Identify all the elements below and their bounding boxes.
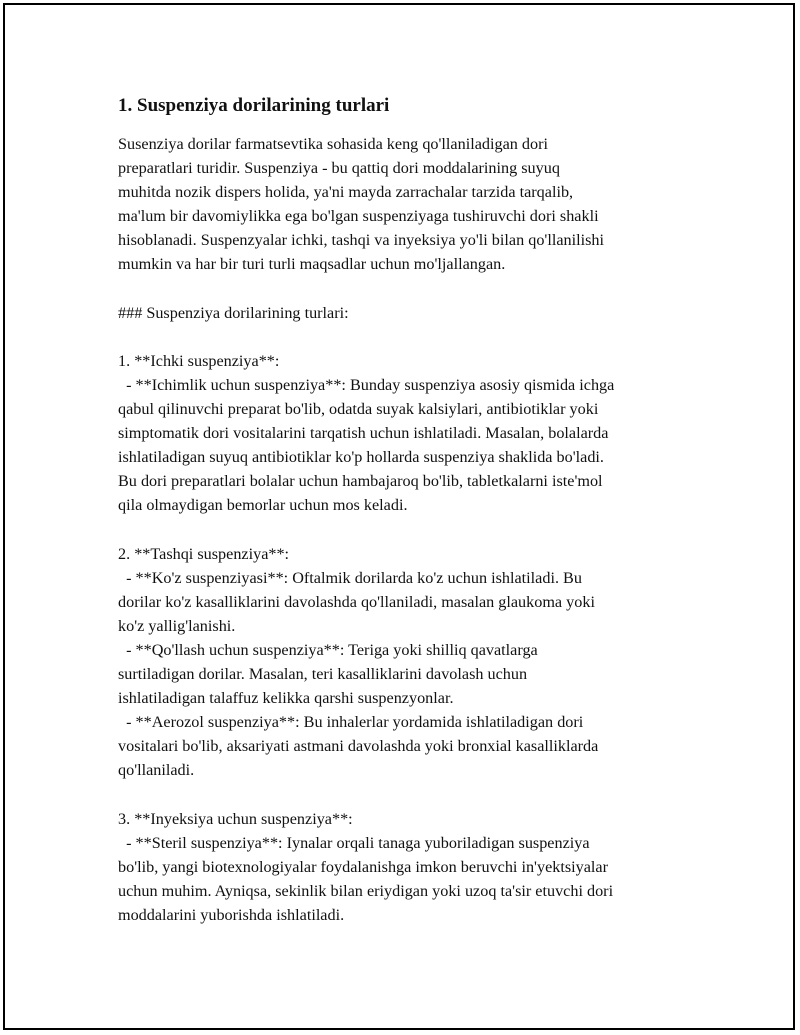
text-line: uchun muhim. Ayniqsa, sekinlik bilan eriydigan yoki uzoq ta'sir etuvchi dori (118, 881, 614, 900)
text-line: - **Ko'z suspenziyasi**: Oftalmik dorilarda ko'z uchun ishlatiladi. Bu (118, 568, 582, 587)
text-line: qila olmaydigan bemorlar uchun mos keladi. (118, 496, 408, 515)
text-line: 2. **Tashqi suspenziya**: (118, 544, 290, 563)
text-line: - **Aerozol suspenziya**: Bu inhalerlar yordamida ishlatiladigan dori (118, 713, 584, 732)
blank-line (118, 518, 698, 542)
text-line: bo'lib, yangi biotexnologiyalar foydalanishga imkon beruvchi in'yektsiyalar (118, 857, 608, 876)
text-line: ### Suspenziya dorilarining turlari: (118, 303, 349, 322)
text-line: ishlatiladigan talaffuz kelikka qarshi suspenzyonlar. (118, 689, 454, 708)
blank-line (118, 277, 698, 301)
text-line: surtiladigan dorilar. Masalan, teri kasalliklarini davolash uchun (118, 665, 528, 684)
text-line: 3. **Inyeksiya uchun suspenziya**: (118, 809, 353, 828)
document-text (118, 132, 698, 927)
text-line: preparatlari turidir. Suspenziya - bu qattiq dori moddalarining suyuq (118, 159, 560, 178)
text-line: Susenziya dorilar farmatsevtika sohasida keng qo'llaniladigan dori (118, 135, 548, 153)
blank-line (118, 783, 698, 807)
text-line: moddalarini yuborishda ishlatiladi. (118, 906, 345, 924)
document-title: 1. Suspenziya dorilarining turlari (118, 95, 390, 116)
text-line: ishlatiladigan suyuq antibiotiklar ko'p hollarda suspenziya shaklida bo'ladi. (118, 448, 604, 467)
text-line: - **Steril suspenziya**: Iynalar orqali tanaga yuboriladigan suspenziya (118, 833, 590, 852)
text-line: muhitda nozik dispers holida, ya'ni mayda zarrachalar tarzida tarqalib, (118, 183, 574, 202)
text-line: simptomatik dori vositalarini tarqatish uchun ishlatiladi. Masalan, bolalarda (118, 424, 609, 443)
text-line: hisoblanadi. Suspenzyalar ichki, tashqi va inyeksiya yo'li bilan qo'llanilishi (118, 231, 604, 250)
document-body (118, 92, 698, 927)
text-line: ma'lum bir davomiylikka ega bo'lgan suspenziyaga tushiruvchi dori shakli (118, 207, 599, 226)
text-line: mumkin va har bir turi turli maqsadlar uchun mo'ljallangan. (118, 255, 506, 274)
text-line: 1. **Ichki suspenziya**: (118, 351, 280, 370)
text-line: qabul qilinuvchi preparat bo'lib, odatda suyak kalsiylari, antibiotiklar yoki (118, 400, 599, 419)
text-line: Bu dori preparatlari bolalar uchun hambajaroq bo'lib, tabletkalarni iste'mol (118, 472, 603, 491)
blank-line (118, 325, 698, 349)
text-line: ko'z yallig'lanishi. (118, 616, 236, 635)
text-line: dorilar ko'z kasalliklarini davolashda qo'llaniladi, masalan glaukoma yoki (118, 592, 595, 611)
text-line: qo'llaniladi. (118, 761, 195, 780)
text-line: - **Qo'llash uchun suspenziya**: Teriga yoki shilliq qavatlarga (118, 640, 538, 659)
text-line: - **Ichimlik uchun suspenziya**: Bunday suspenziya asosiy qismida ichga (118, 375, 615, 394)
text-line: vositalari bo'lib, aksariyati astmani davolashda yoki bronxial kasalliklarda (118, 737, 599, 756)
